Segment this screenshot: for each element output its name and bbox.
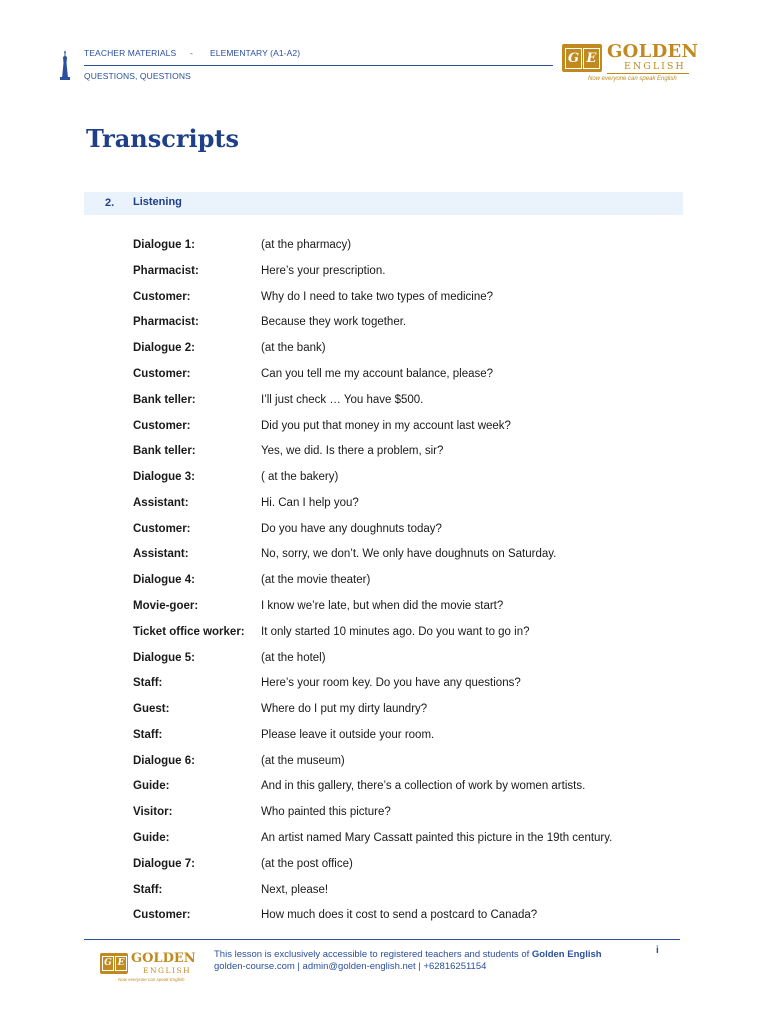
speaker-label: Customer: <box>133 290 191 303</box>
speaker-label: Customer: <box>133 522 191 535</box>
speaker-label: Customer: <box>133 367 191 380</box>
dialogue-line: I’ll just check … You have $500. <box>261 393 424 406</box>
logo-name: GOLDEN <box>607 41 699 62</box>
speaker-label: Staff: <box>133 883 163 896</box>
dialogue-line: (at the bank) <box>261 342 326 355</box>
speaker-label: Dialogue 4: <box>133 574 195 587</box>
dialogue-line: Here’s your prescription. <box>261 264 386 277</box>
page-title: Transcripts <box>86 124 240 153</box>
dialogue-line: Please leave it outside your room. <box>261 728 435 741</box>
speaker-label: Assistant: <box>133 548 189 561</box>
speaker-label: Dialogue 2: <box>133 342 195 355</box>
dialogue-line: Hi. Can I help you? <box>261 496 359 509</box>
speaker-label: Bank teller: <box>133 393 196 406</box>
dialogue-line: Did you put that money in my account last week? <box>261 419 511 432</box>
speaker-label: Dialogue 3: <box>133 471 195 483</box>
section-header <box>84 192 683 215</box>
dialogue-line: (at the post office) <box>261 857 353 870</box>
dialogue-line: No, sorry, we don’t. We only have doughnuts on Saturday. <box>261 548 557 561</box>
dialogue-line: Because they work together. <box>261 316 407 329</box>
statue-of-liberty-icon <box>58 50 72 80</box>
dialogue-line: Yes, we did. Is there a problem, sir? <box>261 445 444 458</box>
page-number: i <box>656 945 659 956</box>
speaker-label: Customer: <box>133 419 191 432</box>
speaker-label: Customer: <box>133 909 191 922</box>
section-number: 2. <box>105 197 115 209</box>
speaker-label: Guide: <box>133 780 170 793</box>
header-category: TEACHER MATERIALS <box>84 48 177 58</box>
footer-logo <box>100 952 200 986</box>
dialogue-line: (at the hotel) <box>261 651 326 664</box>
dialogue-line: (at the museum) <box>261 754 345 767</box>
logo-mark: G E <box>562 44 602 72</box>
dialogue-line: It only started 10 minutes ago. Do you want to go in? <box>261 625 530 638</box>
speaker-label: Movie-goer: <box>133 599 199 612</box>
speaker-label: Staff: <box>133 728 163 741</box>
dialogue-line: ( at the bakery) <box>261 471 339 483</box>
footer-brand: Golden English <box>531 949 602 960</box>
dialogue-line: (at the pharmacy) <box>261 239 352 251</box>
footer-logo-tagline: Now everyone can speak English <box>118 977 185 982</box>
dialogue-line: Where do I put my dirty laundry? <box>261 703 428 715</box>
golden-english-logo <box>562 41 699 87</box>
dialogue-line: Can you tell me my account balance, please? <box>261 367 494 380</box>
footer-notice: This lesson is exclusively accessible to registered teachers and students of Golden English <box>214 949 602 960</box>
logo-tagline: Now everyone can speak English <box>588 76 677 82</box>
dialogue-line: Why do I need to take two types of medicine? <box>261 290 494 303</box>
footer-contact[interactable]: golden-course.com | admin@golden-english.net | +62816251154 <box>214 961 487 972</box>
speaker-label: Assistant: <box>133 496 189 509</box>
speaker-label: Guide: <box>133 831 170 844</box>
dialogue-line: Who painted this picture? <box>261 806 391 819</box>
footer-logo-name: GOLDEN <box>131 951 196 966</box>
section-label: Listening <box>133 196 182 208</box>
header-level: ELEMENTARY (A1-A2) <box>210 48 301 58</box>
header-divider <box>84 65 553 66</box>
footer-logo-sub: ENGLISH <box>143 966 192 975</box>
speaker-label: Visitor: <box>133 806 173 819</box>
dialogue-line: Here’s your room key. Do you have any questions? <box>261 677 521 690</box>
dialogue-line: Next, please! <box>261 883 329 896</box>
dialogue-line: (at the movie theater) <box>261 574 371 587</box>
speaker-label: Dialogue 5: <box>133 651 195 664</box>
speaker-label: Ticket office worker: <box>133 625 245 638</box>
speaker-label: Bank teller: <box>133 445 196 458</box>
dialogue-line: An artist named Mary Cassatt painted this picture in the 19th century. <box>261 831 613 844</box>
footer-logo-mark: G E <box>100 953 128 974</box>
header-separator: - <box>190 48 193 58</box>
logo-sub: ENGLISH <box>624 61 686 72</box>
dialogue-line: Do you have any doughnuts today? <box>261 522 442 535</box>
header-lesson: QUESTIONS, QUESTIONS <box>84 71 191 81</box>
speaker-label: Pharmacist: <box>133 264 199 277</box>
speaker-label: Dialogue 7: <box>133 857 195 870</box>
speaker-label: Guest: <box>133 703 170 715</box>
speaker-label: Staff: <box>133 677 163 690</box>
dialogue-line: How much does it cost to send a postcard to Canada? <box>261 909 538 922</box>
footer-divider <box>84 939 680 940</box>
speaker-label: Pharmacist: <box>133 316 199 329</box>
speaker-label: Dialogue 1: <box>133 239 195 251</box>
speaker-label: Dialogue 6: <box>133 754 195 767</box>
dialogue-line: I know we’re late, but when did the movie start? <box>261 599 504 612</box>
dialogue-line: And in this gallery, there’s a collection of work by women artists. <box>261 780 586 793</box>
